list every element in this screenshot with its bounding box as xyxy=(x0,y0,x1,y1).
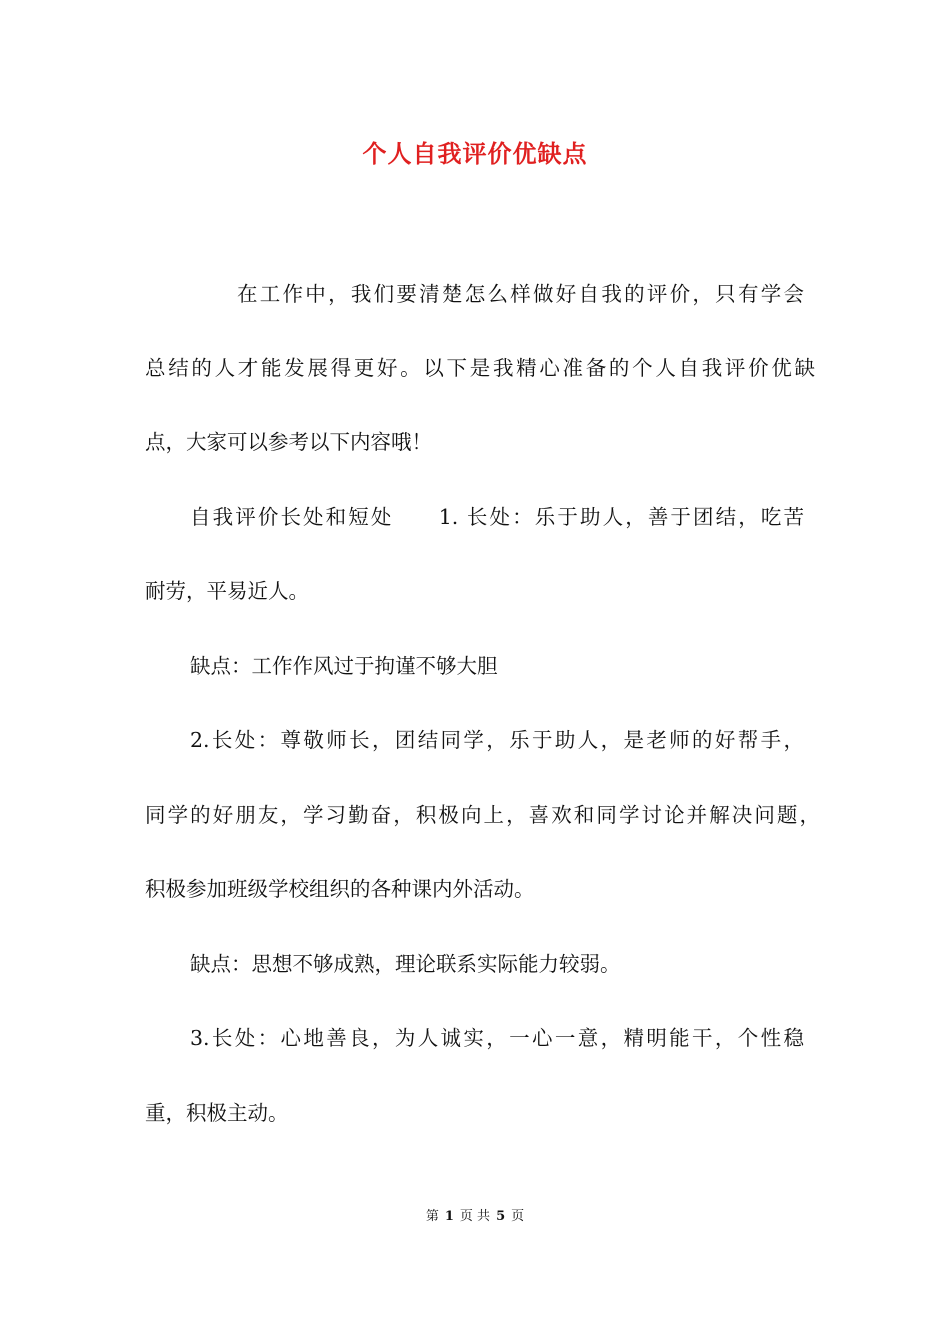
paragraph-line: 在工作中，我们要清楚怎么样做好自我的评价，只有学会 xyxy=(237,282,804,306)
paragraph-line: 积极参加班级学校组织的各种课内外活动。 xyxy=(145,877,535,901)
footer-suffix: 页 xyxy=(511,1209,525,1224)
paragraph-line: 同学的好朋友，学习勤奋，积极向上，喜欢和同学讨论并解决问题， xyxy=(145,803,820,827)
total-pages-number: 5 xyxy=(496,1209,506,1224)
paragraph-line: 3.长处：心地善良，为人诚实，一心一意，精明能干，个性稳 xyxy=(190,1026,804,1050)
paragraph-line: 点，大家可以参考以下内容哦！ xyxy=(145,430,432,454)
paragraph-line: 缺点：思想不够成熟，理论联系实际能力较弱。 xyxy=(190,952,621,976)
footer-prefix: 第 xyxy=(425,1209,439,1224)
document-title: 个人自我评价优缺点 xyxy=(362,139,588,168)
paragraph-line: 2.长处：尊敬师长，团结同学，乐于助人，是老师的好帮手， xyxy=(190,728,804,752)
page-footer xyxy=(0,1208,950,1226)
current-page-number: 1 xyxy=(444,1209,454,1224)
paragraph-line: 耐劳，平易近人。 xyxy=(145,579,309,603)
paragraph-line: 重，积极主动。 xyxy=(145,1101,289,1125)
paragraph-line: 缺点：工作作风过于拘谨不够大胆 xyxy=(190,654,498,678)
footer-middle: 页 共 xyxy=(459,1209,491,1224)
paragraph-line: 总结的人才能发展得更好。以下是我精心准备的个人自我评价优缺 xyxy=(145,356,815,380)
paragraph-line: 自我评价长处和短处 1. 长处：乐于助人，善于团结，吃苦 xyxy=(190,505,804,529)
